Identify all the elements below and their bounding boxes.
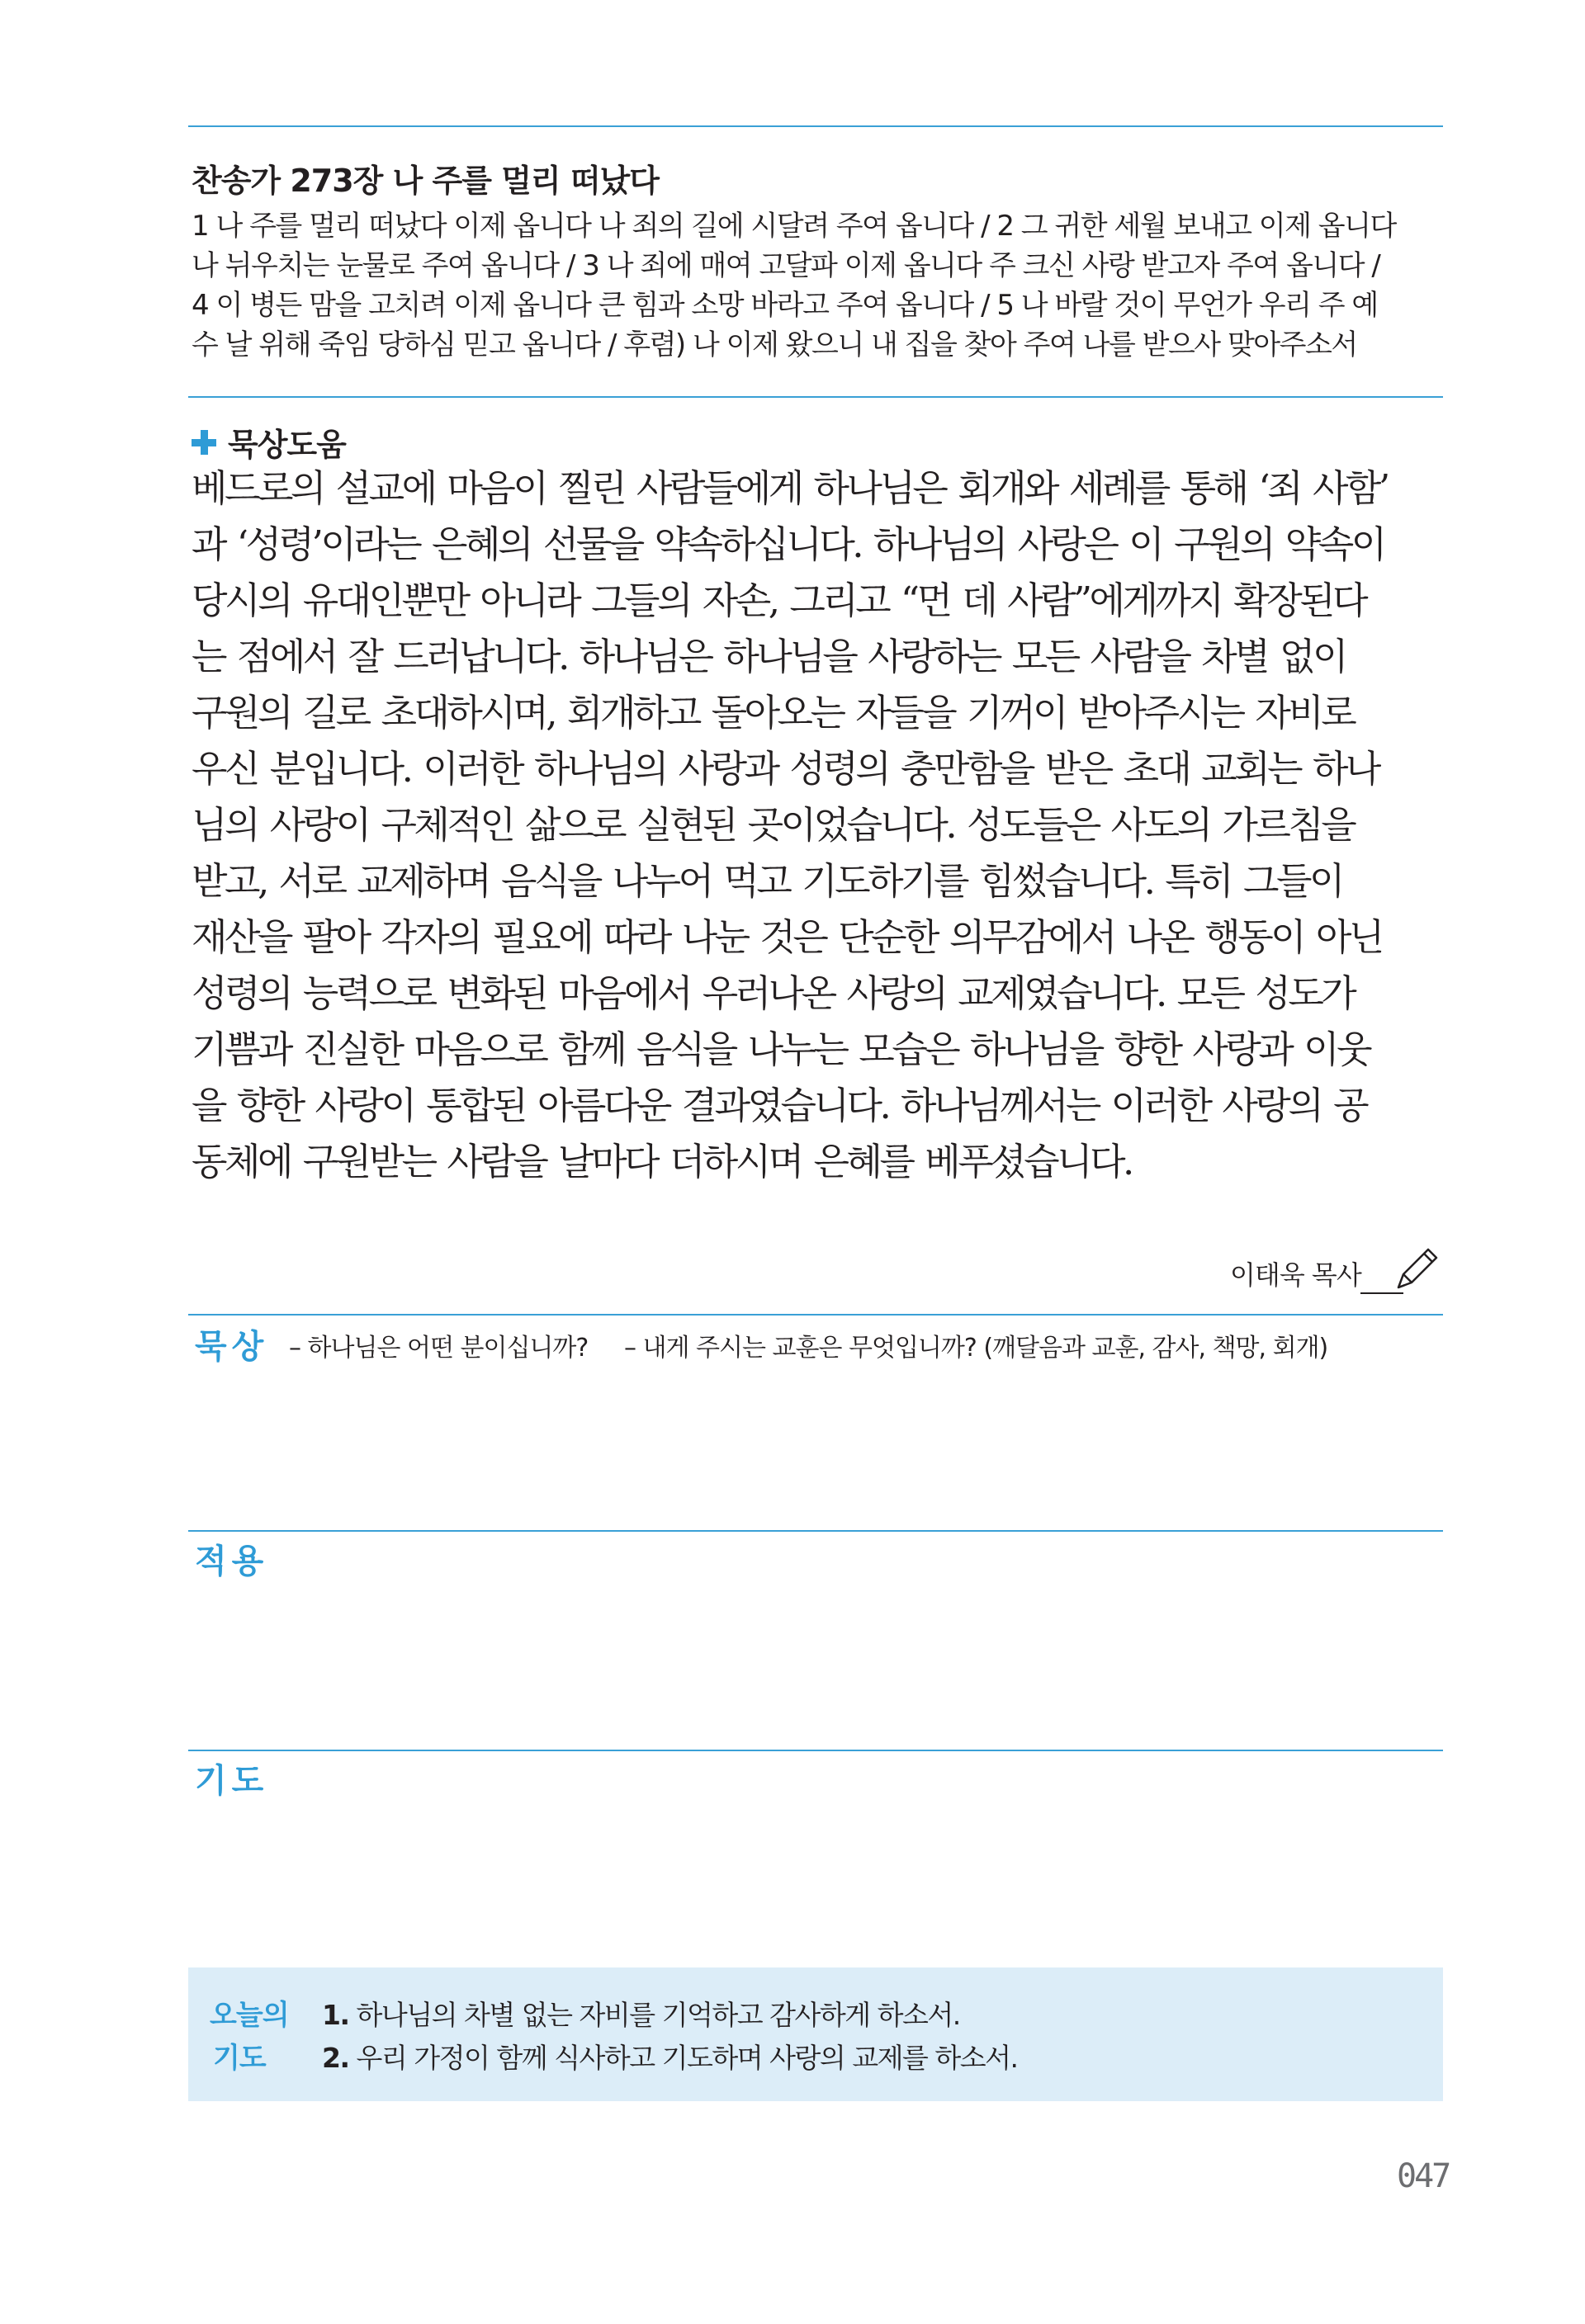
meditation-question-1: – 하나님은 어떤 분이십니까? <box>289 1334 589 1363</box>
today-prayer-label-2: 기도 <box>213 2042 266 2075</box>
hymn-line: 1 나 주를 멀리 떠났다 이제 옵니다 나 죄의 길에 시달려 주여 옵니다 / 2 그 귀한 세월 보내고 이제 옵니다 <box>192 210 1396 243</box>
prayer-divider <box>188 1750 1443 1751</box>
body-line: 는 점에서 잘 드러납니다. 하나님은 하나님을 사랑하는 모든 사람을 차별 없이 <box>192 635 1346 678</box>
top-divider <box>188 125 1443 127</box>
prayer-item-text: 하나님의 차별 없는 자비를 기억하고 감사하게 하소서. <box>356 1999 960 2031</box>
body-line: 우신 분입니다. 이러한 하나님의 사랑과 성령의 충만함을 받은 초대 교회는 하나 <box>192 747 1379 791</box>
prayer-item <box>322 2037 1018 2076</box>
hymn-lyrics <box>192 206 1446 365</box>
body-line: 베드로의 설교에 마음이 찔린 사람들에게 하나님은 회개와 세례를 통해 ‘죄 사함’ <box>192 466 1388 510</box>
body-line: 당시의 유대인뿐만 아니라 그들의 자손, 그리고 “먼 데 사람”에게까지 확장된다 <box>192 579 1366 622</box>
hymn-title: 찬송가 273장 나 주를 멀리 떠났다 <box>192 163 659 199</box>
body-line: 동체에 구원받는 사람을 날마다 더하시며 은혜를 베푸셨습니다. <box>192 1140 1132 1183</box>
body-line: 성령의 능력으로 변화된 마음에서 우러나온 사랑의 교제였습니다. 모든 성도가 <box>192 971 1355 1015</box>
application-label: 적용 <box>195 1542 269 1580</box>
meditation-question-2: – 내게 주시는 교훈은 무엇입니까? (깨달음과 교훈, 감사, 책망, 회개) <box>624 1334 1328 1363</box>
meditation-label: 묵상 <box>195 1328 269 1366</box>
author-name: 이태욱 목사 <box>1230 1259 1361 1291</box>
body-line: 재산을 팔아 각자의 필요에 따라 나눈 것은 단순한 의무감에서 나온 행동이 아닌 <box>192 915 1382 959</box>
meditation-divider <box>188 1314 1443 1316</box>
prayer-item-text: 우리 가정이 함께 식사하고 기도하며 사랑의 교제를 하소서. <box>356 2042 1018 2074</box>
body-line: 받고, 서로 교제하며 음식을 나누어 먹고 기도하기를 힘썼습니다. 특히 그들이 <box>192 859 1342 903</box>
today-prayer-box <box>188 1967 1443 2101</box>
hymn-line: 4 이 병든 맘을 고치려 이제 옵니다 큰 힘과 소망 바라고 주여 옵니다 / 5 나 바랄 것이 무언가 우리 주 예 <box>192 289 1378 322</box>
prayer-item-number: 2. <box>322 2042 349 2074</box>
prayer-label: 기도 <box>195 1762 269 1800</box>
prayer-item-number: 1. <box>322 1999 349 2031</box>
hymn-divider <box>188 396 1443 398</box>
body-line: 을 향한 사랑이 통합된 아름다운 결과였습니다. 하나님께서는 이러한 사랑의 공 <box>192 1084 1367 1127</box>
hymn-line: 수 날 위해 죽임 당하심 믿고 옵니다 / 후렴) 나 이제 왔으니 내 집을 찾아 주여 나를 받으사 맞아주소서 <box>192 328 1357 361</box>
body-line: 님의 사랑이 구체적인 삶으로 실현된 곳이었습니다. 성도들은 사도의 가르침을 <box>192 803 1355 847</box>
pencil-icon <box>1390 1245 1441 1296</box>
meditation-help-body <box>192 461 1446 1190</box>
meditation-help-heading <box>192 419 346 465</box>
body-line: 구원의 길로 초대하시며, 회개하고 돌아오는 자들을 기꺼이 받아주시는 자비로 <box>192 691 1355 735</box>
body-line: 과 ‘성령’이라는 은혜의 선물을 약속하십니다. 하나님의 사랑은 이 구원의 약속이 <box>192 522 1384 566</box>
body-line: 기쁨과 진실한 마음으로 함께 음식을 나누는 모습은 하나님을 향한 사랑과 이웃 <box>192 1027 1370 1071</box>
today-prayer-label-1: 오늘의 <box>210 1999 289 2032</box>
plus-icon <box>192 430 216 455</box>
application-divider <box>188 1530 1443 1532</box>
hymn-line: 나 뉘우치는 눈물로 주여 옵니다 / 3 나 죄에 매여 고달파 이제 옵니다 주 크신 사랑 받고자 주여 옵니다 / <box>192 249 1380 282</box>
meditation-help-title: 묵상도움 <box>228 427 346 463</box>
prayer-item <box>322 1994 960 2033</box>
page-number: 047 <box>1397 2157 1450 2195</box>
